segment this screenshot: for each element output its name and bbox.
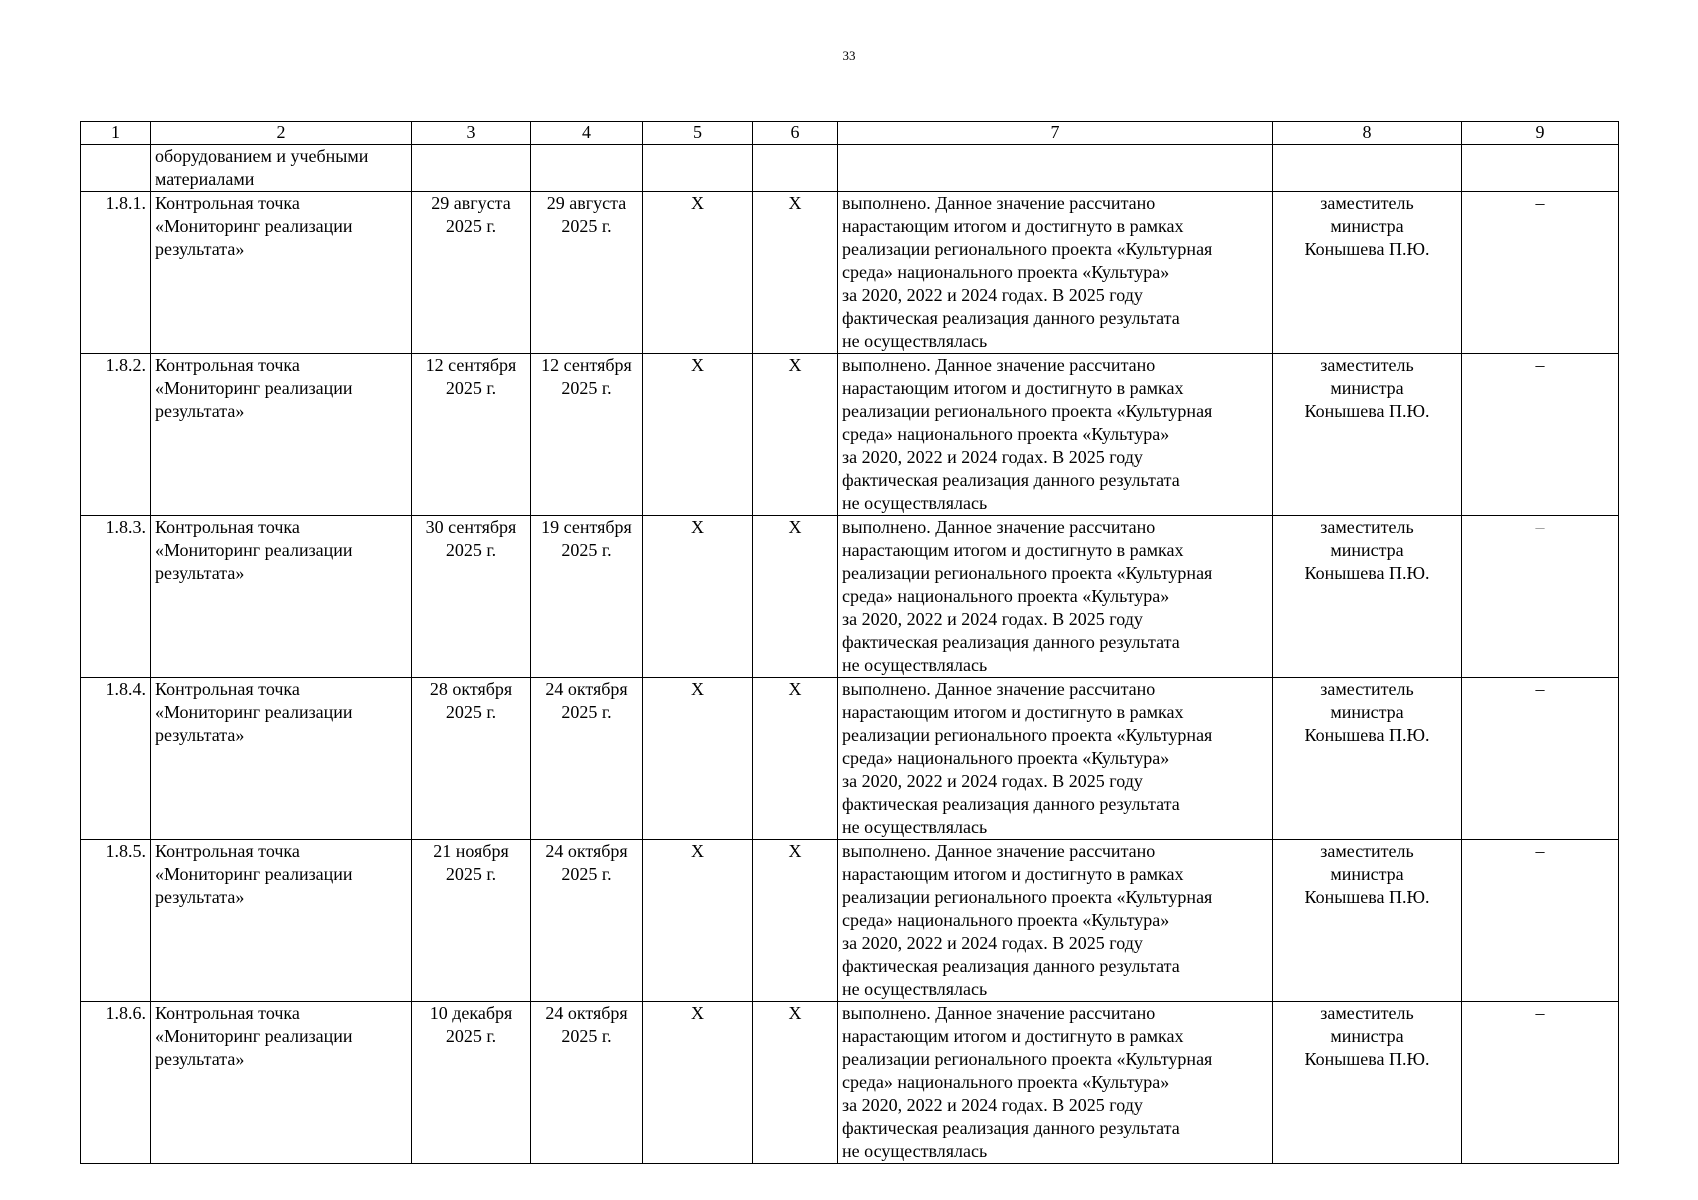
actual-date-cell <box>531 516 643 678</box>
row-name: Контрольная точка «Мониторинг реализации результата» <box>155 1003 353 1069</box>
continuation-empty-cell <box>412 145 531 192</box>
actual-date: 24 октября 2025 г. <box>545 1003 628 1046</box>
responsible-person-cell <box>1273 354 1462 516</box>
row-number: 1.8.5. <box>105 841 146 861</box>
row-name: Контрольная точка «Мониторинг реализации результата» <box>155 193 353 259</box>
planned-date: 12 сентября 2025 г. <box>425 355 517 398</box>
column-9-value-cell <box>1462 1002 1619 1164</box>
row-name-cell <box>151 678 412 840</box>
row-number-cell <box>81 192 151 354</box>
column-6-value: Х <box>788 517 802 537</box>
column-5-value-cell <box>643 840 753 1002</box>
responsible-person: заместитель министра Конышева П.Ю. <box>1304 355 1430 421</box>
column-header-7: 7 <box>838 122 1273 145</box>
row-number: 1.8.3. <box>105 517 146 537</box>
responsible-person: заместитель министра Конышева П.Ю. <box>1304 679 1430 745</box>
continuation-num-cell <box>81 145 151 192</box>
row-name: Контрольная точка «Мониторинг реализации результата» <box>155 355 353 421</box>
continuation-empty-cell <box>838 145 1273 192</box>
column-6-value-cell <box>753 192 838 354</box>
column-6-value: Х <box>788 679 802 699</box>
actual-date-cell <box>531 354 643 516</box>
status-text: выполнено. Данное значение рассчитано нарастающим итогом и достигнуто в рамках реализации регионального проекта «Культурная среда» национального проекта «Культура» за 2020, 2022 и 2024 годах. В 2025 году фактическая реализация данного результата не осуществлялась <box>842 841 1213 999</box>
planned-date: 29 августа 2025 г. <box>431 193 511 236</box>
column-6-value-cell <box>753 840 838 1002</box>
responsible-person: заместитель министра Конышева П.Ю. <box>1304 193 1430 259</box>
column-header-3: 3 <box>412 122 531 145</box>
planned-date-cell <box>412 1002 531 1164</box>
column-5-value-cell <box>643 192 753 354</box>
column-9-value: – <box>1535 679 1545 699</box>
column-6-value: Х <box>788 193 802 213</box>
planned-date-cell <box>412 192 531 354</box>
column-9-value-cell <box>1462 192 1619 354</box>
actual-date: 24 октября 2025 г. <box>545 679 628 722</box>
column-6-value: Х <box>788 1003 802 1023</box>
results-table <box>80 121 1619 1164</box>
column-5-value: Х <box>691 679 704 699</box>
column-5-value-cell <box>643 678 753 840</box>
column-9-value: – <box>1535 841 1545 861</box>
responsible-person: заместитель министра Конышева П.Ю. <box>1304 841 1430 907</box>
continuation-empty-cell <box>753 145 838 192</box>
planned-date-cell <box>412 516 531 678</box>
status-text-cell <box>838 1002 1273 1164</box>
status-text-cell <box>838 354 1273 516</box>
column-9-value: – <box>1535 1003 1545 1023</box>
continuation-empty-cell <box>643 145 753 192</box>
row-number-cell <box>81 516 151 678</box>
table-row <box>81 192 1619 354</box>
column-6-value-cell <box>753 1002 838 1164</box>
row-name-cell <box>151 516 412 678</box>
column-9-value-cell <box>1462 678 1619 840</box>
responsible-person-cell <box>1273 192 1462 354</box>
table-row <box>81 516 1619 678</box>
actual-date-cell <box>531 1002 643 1164</box>
actual-date-cell <box>531 192 643 354</box>
column-6-value-cell <box>753 678 838 840</box>
column-5-value: Х <box>691 517 704 537</box>
row-number-cell <box>81 678 151 840</box>
column-5-value: Х <box>691 841 704 861</box>
column-6-value-cell <box>753 354 838 516</box>
status-text: выполнено. Данное значение рассчитано нарастающим итогом и достигнуто в рамках реализации регионального проекта «Культурная среда» национального проекта «Культура» за 2020, 2022 и 2024 годах. В 2025 году фактическая реализация данного результата не осуществлялась <box>842 193 1213 351</box>
planned-date-cell <box>412 678 531 840</box>
row-number: 1.8.1. <box>105 193 146 213</box>
table-row <box>81 1002 1619 1164</box>
responsible-person: заместитель министра Конышева П.Ю. <box>1304 517 1430 583</box>
row-number-cell <box>81 1002 151 1164</box>
continuation-empty-cell <box>531 145 643 192</box>
column-9-value-cell <box>1462 840 1619 1002</box>
actual-date-cell <box>531 840 643 1002</box>
planned-date: 30 сентября 2025 г. <box>425 517 517 560</box>
row-name-cell <box>151 840 412 1002</box>
column-9-value: – <box>1535 517 1545 537</box>
continuation-name-cell <box>151 145 412 192</box>
status-text: выполнено. Данное значение рассчитано нарастающим итогом и достигнуто в рамках реализации регионального проекта «Культурная среда» национального проекта «Культура» за 2020, 2022 и 2024 годах. В 2025 году фактическая реализация данного результата не осуществлялась <box>842 355 1213 513</box>
row-number: 1.8.4. <box>105 679 146 699</box>
continuation-row <box>81 145 1619 192</box>
column-6-value: Х <box>788 355 802 375</box>
row-number-cell <box>81 840 151 1002</box>
table-row <box>81 354 1619 516</box>
row-name: Контрольная точка «Мониторинг реализации результата» <box>155 679 353 745</box>
responsible-person: заместитель министра Конышева П.Ю. <box>1304 1003 1430 1069</box>
status-text: выполнено. Данное значение рассчитано нарастающим итогом и достигнуто в рамках реализации регионального проекта «Культурная среда» национального проекта «Культура» за 2020, 2022 и 2024 годах. В 2025 году фактическая реализация данного результата не осуществлялась <box>842 1003 1213 1161</box>
page-number: 33 <box>842 48 856 63</box>
column-5-value: Х <box>691 1003 704 1023</box>
column-6-value-cell <box>753 516 838 678</box>
column-header-9: 9 <box>1462 122 1619 145</box>
planned-date: 10 декабря 2025 г. <box>429 1003 513 1046</box>
continuation-empty-cell <box>1462 145 1619 192</box>
row-name: Контрольная точка «Мониторинг реализации результата» <box>155 841 353 907</box>
status-text-cell <box>838 192 1273 354</box>
responsible-person-cell <box>1273 678 1462 840</box>
row-number-cell <box>81 354 151 516</box>
row-name-cell <box>151 1002 412 1164</box>
column-5-value-cell <box>643 354 753 516</box>
planned-date-cell <box>412 354 531 516</box>
row-name: Контрольная точка «Мониторинг реализации результата» <box>155 517 353 583</box>
column-6-value: Х <box>788 841 802 861</box>
continuation-empty-cell <box>1273 145 1462 192</box>
actual-date: 29 августа 2025 г. <box>546 193 627 236</box>
column-5-value-cell <box>643 516 753 678</box>
column-9-value: – <box>1535 193 1545 213</box>
actual-date: 24 октября 2025 г. <box>545 841 628 884</box>
column-header-6: 6 <box>753 122 838 145</box>
responsible-person-cell <box>1273 516 1462 678</box>
row-name-cell <box>151 354 412 516</box>
continuation-name: оборудованием и учебными материалами <box>155 146 369 189</box>
actual-date: 12 сентября 2025 г. <box>541 355 632 398</box>
planned-date: 28 октября 2025 г. <box>429 679 513 722</box>
row-name-cell <box>151 192 412 354</box>
row-number: 1.8.6. <box>105 1003 146 1023</box>
column-header-5: 5 <box>643 122 753 145</box>
planned-date-cell <box>412 840 531 1002</box>
column-header-1: 1 <box>81 122 151 145</box>
column-9-value: – <box>1535 355 1545 375</box>
column-9-value-cell <box>1462 354 1619 516</box>
column-5-value-cell <box>643 1002 753 1164</box>
column-9-value-cell <box>1462 516 1619 678</box>
status-text-cell <box>838 840 1273 1002</box>
column-header-4: 4 <box>531 122 643 145</box>
table-row <box>81 678 1619 840</box>
status-text: выполнено. Данное значение рассчитано нарастающим итогом и достигнуто в рамках реализации регионального проекта «Культурная среда» национального проекта «Культура» за 2020, 2022 и 2024 годах. В 2025 году фактическая реализация данного результата не осуществлялась <box>842 517 1213 675</box>
responsible-person-cell <box>1273 840 1462 1002</box>
actual-date-cell <box>531 678 643 840</box>
column-5-value: Х <box>691 355 704 375</box>
table-header-row <box>81 122 1619 145</box>
actual-date: 19 сентября 2025 г. <box>541 517 632 560</box>
responsible-person-cell <box>1273 1002 1462 1164</box>
table-row <box>81 840 1619 1002</box>
column-header-8: 8 <box>1273 122 1462 145</box>
column-header-2: 2 <box>151 122 412 145</box>
status-text-cell <box>838 678 1273 840</box>
status-text-cell <box>838 516 1273 678</box>
row-number: 1.8.2. <box>105 355 146 375</box>
planned-date: 21 ноября 2025 г. <box>433 841 509 884</box>
column-5-value: Х <box>691 193 704 213</box>
status-text: выполнено. Данное значение рассчитано нарастающим итогом и достигнуто в рамках реализации регионального проекта «Культурная среда» национального проекта «Культура» за 2020, 2022 и 2024 годах. В 2025 году фактическая реализация данного результата не осуществлялась <box>842 679 1213 837</box>
